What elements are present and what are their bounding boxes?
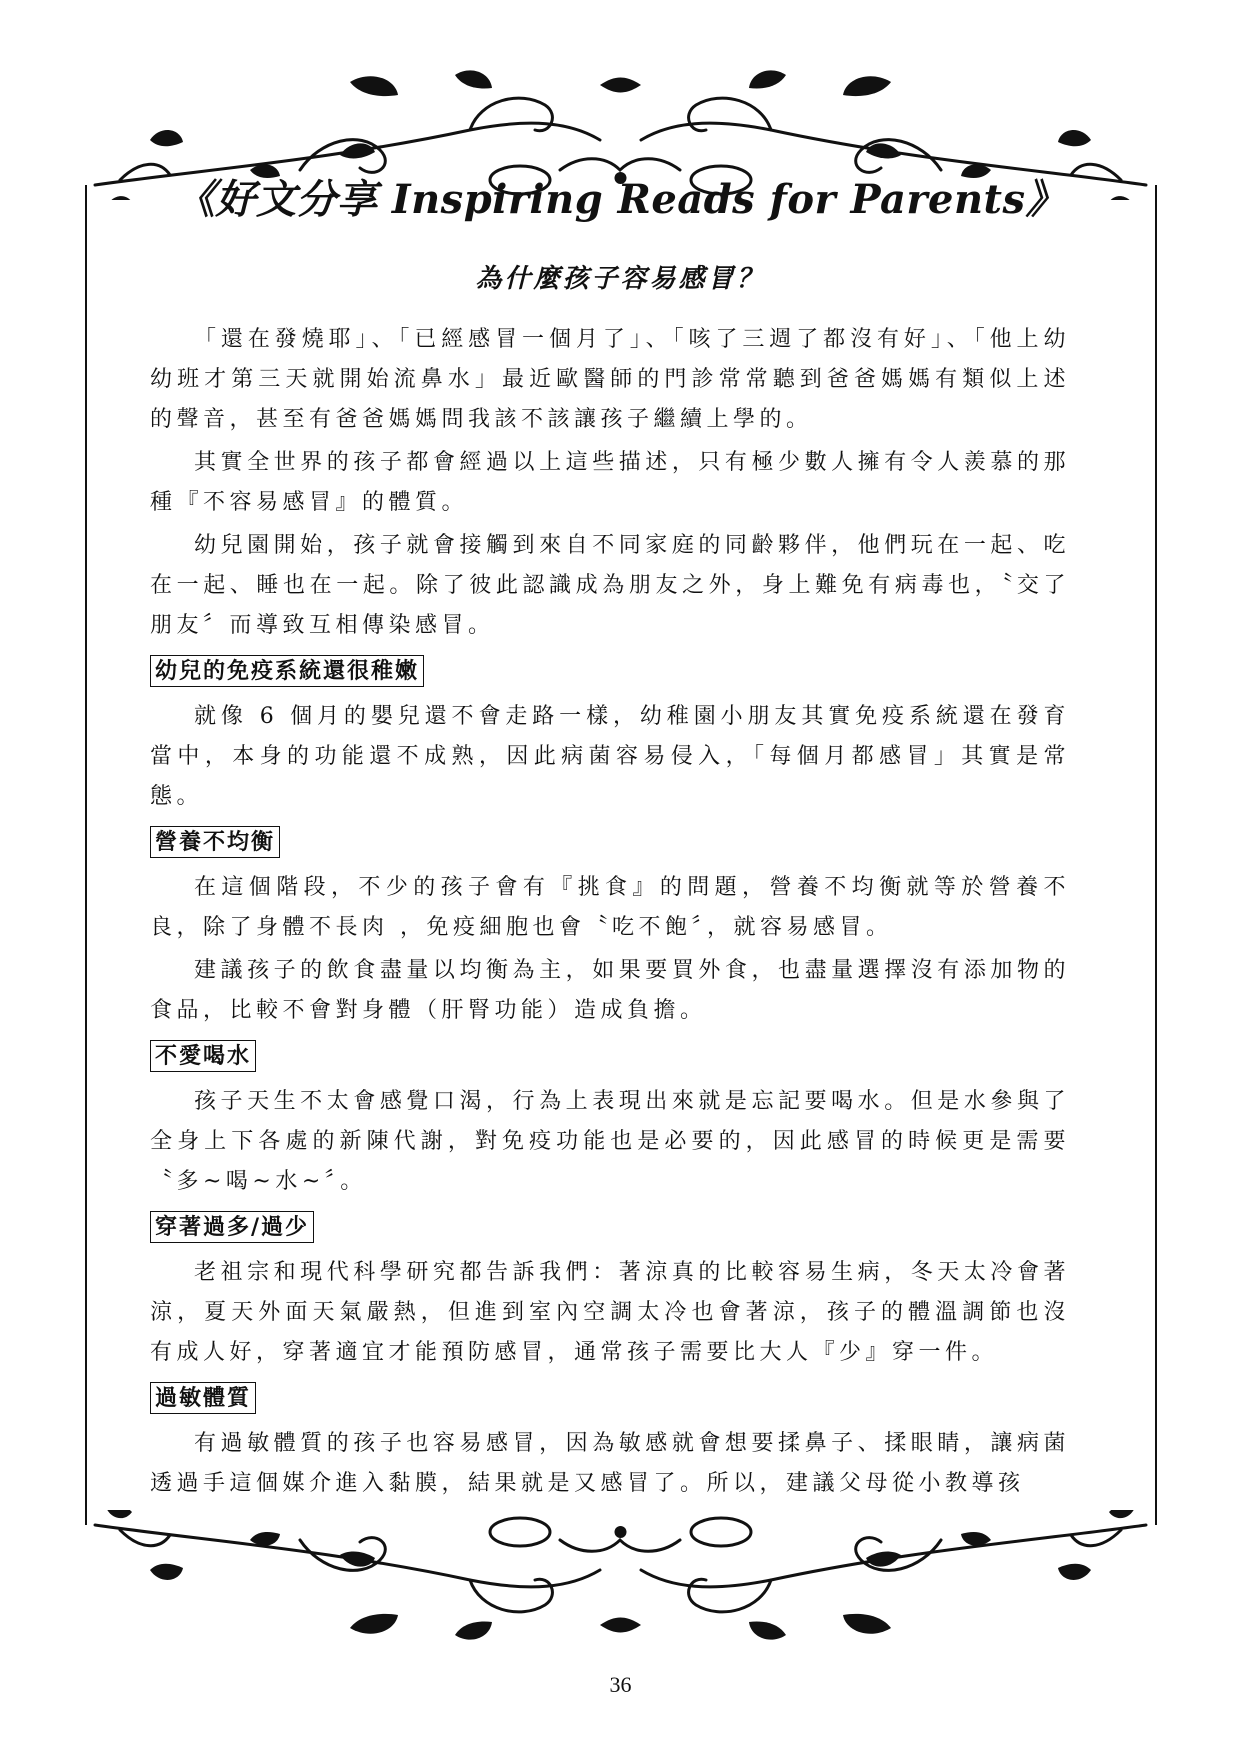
- section-nutrition-paragraph-1: 在這個階段，不少的孩子會有『挑食』的問題，營養不均衡就等於營養不良，除了身體不長肉 ，免疫細胞也會〝吃不飽〞，就容易感冒。: [150, 875, 1070, 940]
- article-title: 為什麼孩子容易感冒？: [475, 264, 766, 294]
- section-immune-paragraph-1: 就像 6 個月的嬰兒還不會走路一樣，幼稚園小朋友其實免疫系統還在發育當中，本身的功能還不成熟，因此病菌容易侵入，「每個月都感冒」其實是常態。: [150, 704, 1070, 809]
- frame-left-border: [85, 185, 87, 1525]
- bottom-floral-ornament-icon: [0, 1510, 1241, 1650]
- intro-paragraph-3: 幼兒園開始，孩子就會接觸到來自不同家庭的同齡夥伴，他們玩在一起、吃在一起、睡也在一起。除了彼此認識成為朋友之外，身上難免有病毒也，〝交了朋友〞而導致互相傳染感冒。: [150, 533, 1070, 638]
- section-clothing-paragraph-1: 老祖宗和現代科學研究都告訴我們：著涼真的比較容易生病，冬天太冷會著涼，夏天外面天氣嚴熱，但進到室內空調太冷也會著涼，孩子的體溫調節也沒有成人好，穿著適宜才能預防感冒，通常孩子需要比大人『少』穿一件。: [150, 1260, 1070, 1365]
- section-heading-immune: 幼兒的免疫系統還很稚嫩: [150, 655, 424, 687]
- intro-paragraph-1: 「還在發燒耶」、「已經感冒一個月了」、「咳了三週了都沒有好」、「他上幼幼班才第三天就開始流鼻水」最近歐醫師的門診常常聽到爸爸媽媽有類似上述的聲音，甚至有爸爸媽媽問我該不該讓孩子繼續上學的。: [150, 327, 1070, 432]
- section-allergy-paragraph-1: 有過敏體質的孩子也容易感冒，因為敏感就會想要揉鼻子、揉眼睛，讓病菌透過手這個媒介進入黏膜，結果就是又感冒了。所以，建議父母從小教導孩: [150, 1431, 1070, 1496]
- frame-right-border: [1155, 185, 1157, 1525]
- article-body: [150, 320, 1070, 1507]
- section-heading-nutrition: 營養不均衡: [150, 826, 280, 858]
- intro-paragraph-2: 其實全世界的孩子都會經過以上這些描述，只有極少數人擁有令人羨慕的那種『不容易感冒』的體質。: [150, 450, 1070, 515]
- page-number: 36: [609, 1672, 632, 1697]
- section-heading-clothing: 穿著過多/過少: [150, 1211, 314, 1243]
- section-heading-allergy: 過敏體質: [150, 1382, 256, 1414]
- page-title: 《好文分享 Inspiring Reads for Parents》: [174, 176, 1067, 223]
- section-heading-water: 不愛喝水: [150, 1040, 256, 1072]
- section-nutrition-paragraph-2: 建議孩子的飲食盡量以均衡為主，如果要買外食，也盡量選擇沒有添加物的食品，比較不會對身體（肝腎功能）造成負擔。: [150, 958, 1070, 1023]
- section-water-paragraph-1: 孩子天生不太會感覺口渴，行為上表現出來就是忘記要喝水。但是水參與了全身上下各處的新陳代謝，對免疫功能也是必要的，因此感冒的時候更是需要〝多~喝~水~〞。: [150, 1089, 1070, 1194]
